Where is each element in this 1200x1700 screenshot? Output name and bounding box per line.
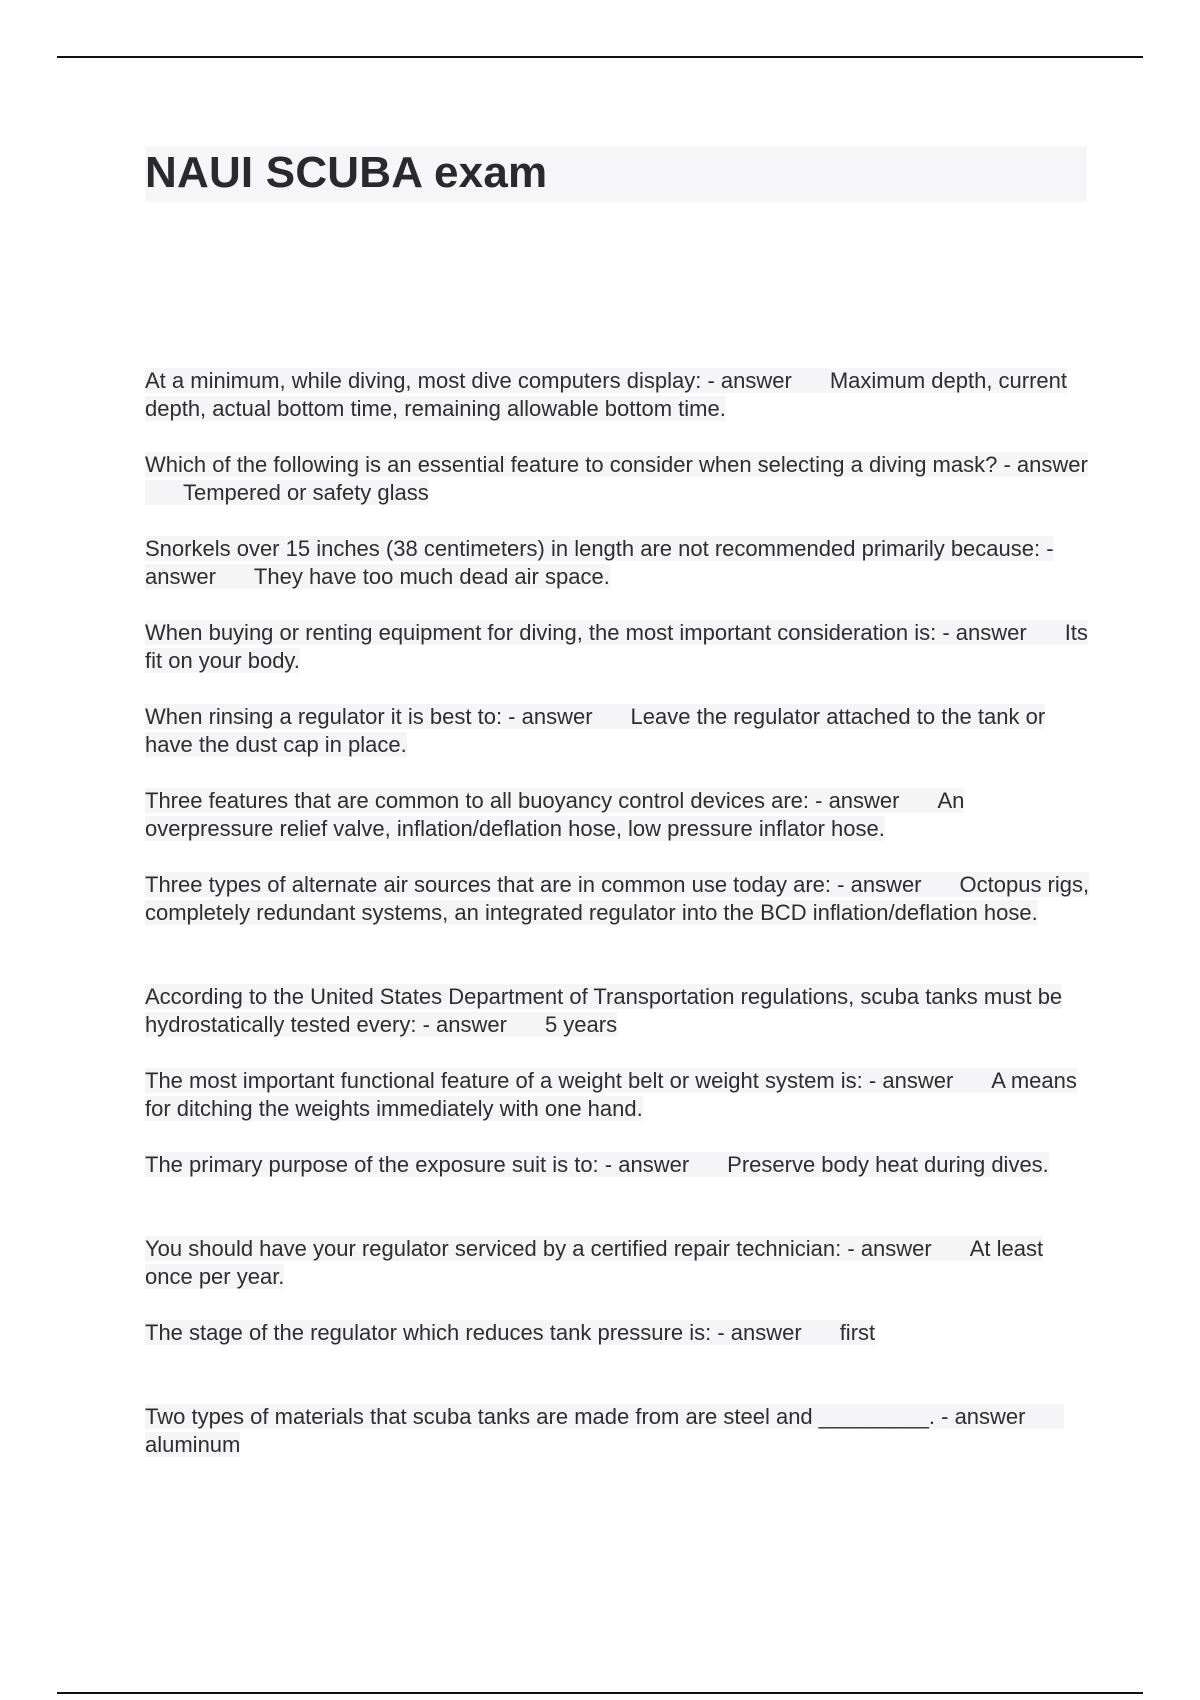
question-text: Three features that are common to all buoyancy control devices are: [145,788,810,813]
answer-text: 5 years [544,1012,618,1037]
question-text: According to the United States Department of Transportation regulations, scuba tanks must be hydrostatically tested every: [145,984,1063,1037]
qa-item [145,787,1090,843]
answer-separator: - answer [809,788,900,813]
answer-text: An overpressure relief valve, inflation/deflation hose, low pressure inflator hose. [145,788,965,841]
answer-text: Leave the regulator attached to the tank or have the dust cap in place. [145,704,1046,757]
page-title: NAUI SCUBA exam [145,148,548,197]
question-text: Two types of materials that scuba tanks are made from are steel and _________. [145,1404,936,1429]
answer-text: Octopus rigs, completely redundant systems, an integrated regulator into the BCD inflation/deflation hose. [145,872,1090,925]
question-text: When rinsing a regulator it is best to: [145,704,503,729]
answer-separator: - answer [841,1236,932,1261]
answer-separator: - answer [416,1012,507,1037]
answer-text: Maximum depth, current depth, actual bottom time, remaining allowable bottom time. [145,368,1068,421]
question-text: You should have your regulator serviced by a certified repair technician: [145,1236,842,1261]
question-text: At a minimum, while diving, most dive computers display: [145,368,702,393]
question-text: Which of the following is an essential feature to consider when selecting a diving mask? [145,452,998,477]
qa-item [145,1235,1090,1291]
answer-separator: - answer [936,620,1027,645]
qa-item [145,703,1090,759]
answer-text: first [839,1320,876,1345]
answer-text: aluminum [145,1432,241,1457]
question-text: The stage of the regulator which reduces tank pressure is: [145,1320,712,1345]
answer-text: A means for ditching the weights immediately with one hand. [145,1068,1077,1121]
answer-separator: - answer [145,536,1054,589]
qa-item [145,1067,1090,1123]
answer-text: Its fit on your body. [145,620,1088,673]
question-text: Snorkels over 15 inches (38 centimeters) in length are not recommended primarily because: [145,536,1041,561]
qa-item [145,535,1090,591]
answer-separator: - answer [935,1404,1026,1429]
question-text: Three types of alternate air sources that are in common use today are: [145,872,832,897]
qa-item [145,1319,1090,1375]
answer-separator: - answer [711,1320,802,1345]
answer-separator: - answer [831,872,922,897]
qa-list [145,367,1090,1487]
answer-text: They have too much dead air space. [253,564,610,589]
bottom-rule [57,1692,1143,1694]
answer-separator: - answer [598,1152,690,1177]
answer-separator: - answer [997,452,1088,477]
answer-text: At least once per year. [145,1236,1044,1289]
qa-item [145,1151,1090,1207]
qa-item [145,367,1090,423]
top-rule [57,56,1143,58]
qa-item [145,451,1090,507]
answer-text: Preserve body heat during dives. [727,1152,1049,1177]
question-text: When buying or renting equipment for diving, the most important consideration is: [145,620,937,645]
qa-item [145,983,1090,1039]
question-text: The primary purpose of the exposure suit is to: [145,1152,599,1177]
qa-item [145,619,1090,675]
answer-separator: - answer [701,368,792,393]
qa-item [145,1403,1090,1459]
answer-text: Tempered or safety glass [183,480,429,505]
answer-separator: - answer [862,1068,954,1093]
question-text: The most important functional feature of a weight belt or weight system is: [145,1068,863,1093]
qa-item [145,871,1090,955]
answer-separator: - answer [502,704,593,729]
